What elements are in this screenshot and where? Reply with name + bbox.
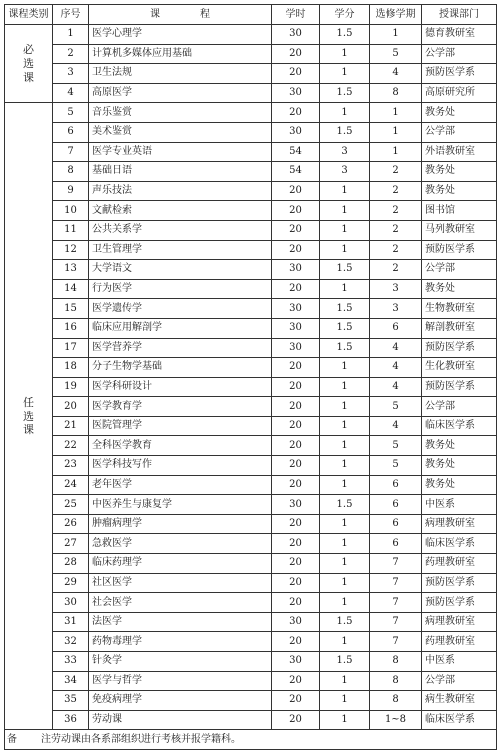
- row-number: 7: [53, 142, 89, 162]
- row-number: 33: [53, 652, 89, 672]
- course-semester: 1: [370, 142, 422, 162]
- course-hours: 30: [272, 652, 320, 672]
- course-semester: 5: [370, 436, 422, 456]
- course-hours: 20: [272, 691, 320, 711]
- course-department: 病理教研室: [422, 612, 497, 632]
- table-row: [5, 495, 497, 515]
- course-department: 病生教研室: [422, 691, 497, 711]
- course-credits: 1: [320, 475, 370, 495]
- course-name: 医学科研设计: [89, 377, 272, 397]
- header-department: 授课部门: [422, 5, 497, 25]
- row-number: 23: [53, 456, 89, 476]
- course-semester: 5: [370, 397, 422, 417]
- row-number: 24: [53, 475, 89, 495]
- header-course: 课 程: [89, 5, 272, 25]
- course-department: 预防医学系: [422, 593, 497, 613]
- course-department: 病理教研室: [422, 514, 497, 534]
- course-semester: 7: [370, 612, 422, 632]
- category-cell: [5, 103, 53, 730]
- row-number: 3: [53, 64, 89, 84]
- course-hours: 20: [272, 240, 320, 260]
- course-hours: 30: [272, 338, 320, 358]
- course-semester: 2: [370, 260, 422, 280]
- course-department: 外语教研室: [422, 142, 497, 162]
- row-number: 19: [53, 377, 89, 397]
- row-number: 16: [53, 318, 89, 338]
- row-number: 20: [53, 397, 89, 417]
- course-name: 医学营养学: [89, 338, 272, 358]
- table-row: [5, 142, 497, 162]
- course-name: 医学心理学: [89, 25, 272, 45]
- course-semester: 1: [370, 122, 422, 142]
- course-credits: 1: [320, 220, 370, 240]
- course-name: 医学教育学: [89, 397, 272, 417]
- row-number: 36: [53, 710, 89, 730]
- course-credits: 1.5: [320, 652, 370, 672]
- course-credits: 1: [320, 103, 370, 123]
- course-name: 针灸学: [89, 652, 272, 672]
- course-credits: 1.5: [320, 338, 370, 358]
- row-number: 12: [53, 240, 89, 260]
- course-semester: 2: [370, 240, 422, 260]
- course-name: 大学语文: [89, 260, 272, 280]
- course-credits: 1: [320, 44, 370, 64]
- category-char: 课: [23, 423, 34, 437]
- row-number: 32: [53, 632, 89, 652]
- course-hours: 20: [272, 554, 320, 574]
- table-row: [5, 671, 497, 691]
- course-semester: 3: [370, 279, 422, 299]
- course-name: 医学专业英语: [89, 142, 272, 162]
- course-department: 预防医学系: [422, 240, 497, 260]
- course-department: 临床医学系: [422, 710, 497, 730]
- course-credits: 1: [320, 632, 370, 652]
- course-credits: 1: [320, 358, 370, 378]
- course-hours: 30: [272, 83, 320, 103]
- course-name: 医院管理学: [89, 416, 272, 436]
- course-department: 预防医学系: [422, 377, 497, 397]
- row-number: 9: [53, 181, 89, 201]
- course-semester: 6: [370, 495, 422, 515]
- course-name: 声乐技法: [89, 181, 272, 201]
- table-row: [5, 710, 497, 730]
- course-semester: 7: [370, 554, 422, 574]
- course-semester: 4: [370, 338, 422, 358]
- course-credits: 1: [320, 377, 370, 397]
- table-row: [5, 397, 497, 417]
- row-number: 13: [53, 260, 89, 280]
- course-credits: 1: [320, 416, 370, 436]
- course-hours: 20: [272, 397, 320, 417]
- row-number: 27: [53, 534, 89, 554]
- table-row: [5, 554, 497, 574]
- course-department: 生化教研室: [422, 358, 497, 378]
- table-row: [5, 279, 497, 299]
- course-name: 急救医学: [89, 534, 272, 554]
- category-char: 课: [23, 70, 34, 84]
- course-department: 中医系: [422, 495, 497, 515]
- table-row: [5, 103, 497, 123]
- course-department: 公学部: [422, 44, 497, 64]
- row-number: 1: [53, 25, 89, 45]
- row-number: 28: [53, 554, 89, 574]
- course-credits: 1: [320, 554, 370, 574]
- course-hours: 20: [272, 377, 320, 397]
- course-hours: 54: [272, 142, 320, 162]
- course-department: 公学部: [422, 671, 497, 691]
- course-credits: 1.5: [320, 122, 370, 142]
- header-semester: 选修学期: [370, 5, 422, 25]
- row-number: 4: [53, 83, 89, 103]
- course-name: 基础日语: [89, 162, 272, 182]
- course-semester: 7: [370, 593, 422, 613]
- course-semester: 1: [370, 103, 422, 123]
- course-credits: 1.5: [320, 25, 370, 45]
- course-department: 高原研究所: [422, 83, 497, 103]
- course-department: 公学部: [422, 260, 497, 280]
- course-name: 全科医学教育: [89, 436, 272, 456]
- course-semester: 5: [370, 456, 422, 476]
- course-name: 药物毒理学: [89, 632, 272, 652]
- course-name: 高原医学: [89, 83, 272, 103]
- course-hours: 20: [272, 456, 320, 476]
- elective-course-table: [4, 4, 497, 750]
- course-semester: 2: [370, 162, 422, 182]
- course-department: 临床医学系: [422, 534, 497, 554]
- course-semester: 8: [370, 691, 422, 711]
- course-table-page: [4, 4, 496, 750]
- course-hours: 20: [272, 436, 320, 456]
- row-number: 31: [53, 612, 89, 632]
- course-name: 医学与哲学: [89, 671, 272, 691]
- table-row: [5, 64, 497, 84]
- course-name: 法医学: [89, 612, 272, 632]
- header-hours: 学时: [272, 5, 320, 25]
- category-cell: [5, 25, 53, 103]
- course-department: 教务处: [422, 436, 497, 456]
- table-row: [5, 456, 497, 476]
- course-hours: 20: [272, 593, 320, 613]
- course-department: 教务处: [422, 181, 497, 201]
- course-credits: 1.5: [320, 299, 370, 319]
- course-credits: 1: [320, 691, 370, 711]
- course-credits: 1: [320, 456, 370, 476]
- row-number: 6: [53, 122, 89, 142]
- course-credits: 1: [320, 436, 370, 456]
- course-department: 药理教研室: [422, 554, 497, 574]
- course-credits: 1: [320, 201, 370, 221]
- note-label: 备: [7, 733, 17, 745]
- table-row: [5, 83, 497, 103]
- course-semester: 8: [370, 671, 422, 691]
- course-hours: 20: [272, 514, 320, 534]
- course-semester: 7: [370, 632, 422, 652]
- course-name: 社区医学: [89, 573, 272, 593]
- course-name: 肿瘤病理学: [89, 514, 272, 534]
- course-hours: 20: [272, 279, 320, 299]
- table-row: [5, 612, 497, 632]
- table-row: [5, 122, 497, 142]
- category-char: 选: [23, 409, 34, 423]
- course-semester: 4: [370, 416, 422, 436]
- row-number: 2: [53, 44, 89, 64]
- course-department: 教务处: [422, 279, 497, 299]
- course-hours: 30: [272, 299, 320, 319]
- table-row: [5, 299, 497, 319]
- table-row: [5, 652, 497, 672]
- course-semester: 8: [370, 83, 422, 103]
- course-name: 公共关系学: [89, 220, 272, 240]
- course-hours: 54: [272, 162, 320, 182]
- category-char: 任: [23, 395, 34, 409]
- course-department: 预防医学系: [422, 573, 497, 593]
- row-number: 14: [53, 279, 89, 299]
- course-hours: 20: [272, 710, 320, 730]
- course-name: 中医养生与康复学: [89, 495, 272, 515]
- course-hours: 20: [272, 181, 320, 201]
- course-name: 行为医学: [89, 279, 272, 299]
- course-hours: 20: [272, 534, 320, 554]
- table-row: [5, 416, 497, 436]
- course-name: 音乐鉴赏: [89, 103, 272, 123]
- table-row: [5, 475, 497, 495]
- course-department: 德育教研室: [422, 25, 497, 45]
- course-department: 临床医学系: [422, 416, 497, 436]
- row-number: 17: [53, 338, 89, 358]
- course-department: 公学部: [422, 122, 497, 142]
- header-row: [5, 5, 497, 25]
- row-number: 30: [53, 593, 89, 613]
- course-credits: 1: [320, 514, 370, 534]
- course-hours: 30: [272, 25, 320, 45]
- table-row: [5, 593, 497, 613]
- course-hours: 20: [272, 416, 320, 436]
- table-row: [5, 220, 497, 240]
- course-credits: 1: [320, 64, 370, 84]
- table-row: [5, 25, 497, 45]
- row-number: 35: [53, 691, 89, 711]
- course-name: 医学科技写作: [89, 456, 272, 476]
- course-credits: 1.5: [320, 612, 370, 632]
- row-number: 34: [53, 671, 89, 691]
- course-department: 教务处: [422, 162, 497, 182]
- course-semester: 7: [370, 573, 422, 593]
- course-department: 生物教研室: [422, 299, 497, 319]
- course-semester: 1: [370, 25, 422, 45]
- note-row: [5, 730, 497, 750]
- course-department: 教务处: [422, 475, 497, 495]
- course-name: 卫生法规: [89, 64, 272, 84]
- table-row: [5, 162, 497, 182]
- course-semester: 4: [370, 377, 422, 397]
- row-number: 18: [53, 358, 89, 378]
- table-row: [5, 534, 497, 554]
- course-department: 公学部: [422, 397, 497, 417]
- course-hours: 20: [272, 358, 320, 378]
- course-credits: 1: [320, 397, 370, 417]
- course-credits: 3: [320, 162, 370, 182]
- course-semester: 3: [370, 299, 422, 319]
- course-department: 马列教研室: [422, 220, 497, 240]
- note-text: 注劳动课由各系部组织进行考核并报学籍科。: [41, 733, 241, 745]
- course-semester: 1~8: [370, 710, 422, 730]
- row-number: 15: [53, 299, 89, 319]
- course-credits: 1: [320, 671, 370, 691]
- row-number: 11: [53, 220, 89, 240]
- course-hours: 20: [272, 671, 320, 691]
- course-hours: 20: [272, 632, 320, 652]
- course-name: 医学遗传学: [89, 299, 272, 319]
- course-department: 解剖教研室: [422, 318, 497, 338]
- course-hours: 20: [272, 201, 320, 221]
- row-number: 26: [53, 514, 89, 534]
- course-department: 药理教研室: [422, 632, 497, 652]
- course-credits: 1.5: [320, 260, 370, 280]
- course-credits: 1: [320, 710, 370, 730]
- table-row: [5, 632, 497, 652]
- row-number: 8: [53, 162, 89, 182]
- course-credits: 1: [320, 573, 370, 593]
- table-body: [5, 25, 497, 730]
- course-semester: 5: [370, 44, 422, 64]
- course-semester: 8: [370, 652, 422, 672]
- course-semester: 6: [370, 514, 422, 534]
- course-name: 计算机多媒体应用基础: [89, 44, 272, 64]
- course-semester: 6: [370, 318, 422, 338]
- course-hours: 30: [272, 260, 320, 280]
- course-department: 教务处: [422, 456, 497, 476]
- course-credits: 1: [320, 181, 370, 201]
- course-credits: 3: [320, 142, 370, 162]
- course-semester: 4: [370, 358, 422, 378]
- course-department: 教务处: [422, 103, 497, 123]
- course-name: 文献检索: [89, 201, 272, 221]
- course-name: 劳动课: [89, 710, 272, 730]
- course-credits: 1: [320, 593, 370, 613]
- course-credits: 1.5: [320, 318, 370, 338]
- header-number: 序号: [53, 5, 89, 25]
- row-number: 22: [53, 436, 89, 456]
- category-char: 选: [23, 56, 34, 70]
- course-department: 图书馆: [422, 201, 497, 221]
- row-number: 25: [53, 495, 89, 515]
- course-hours: 20: [272, 64, 320, 84]
- header-credits: 学分: [320, 5, 370, 25]
- course-name: 老年医学: [89, 475, 272, 495]
- note-cell: [5, 730, 497, 750]
- table-row: [5, 573, 497, 593]
- course-credits: 1.5: [320, 495, 370, 515]
- category-char: 必: [23, 43, 34, 57]
- course-credits: 1: [320, 534, 370, 554]
- course-semester: 2: [370, 181, 422, 201]
- row-number: 10: [53, 201, 89, 221]
- course-name: 免疫病理学: [89, 691, 272, 711]
- table-row: [5, 377, 497, 397]
- course-hours: 30: [272, 495, 320, 515]
- course-credits: 1: [320, 279, 370, 299]
- table-row: [5, 358, 497, 378]
- course-hours: 30: [272, 612, 320, 632]
- course-credits: 1.5: [320, 83, 370, 103]
- course-name: 分子生物学基础: [89, 358, 272, 378]
- table-row: [5, 44, 497, 64]
- course-semester: 2: [370, 201, 422, 221]
- table-row: [5, 318, 497, 338]
- course-hours: 20: [272, 220, 320, 240]
- table-row: [5, 260, 497, 280]
- header-category: 课程类别: [5, 5, 53, 25]
- course-hours: 30: [272, 122, 320, 142]
- course-semester: 6: [370, 475, 422, 495]
- course-name: 社会医学: [89, 593, 272, 613]
- course-semester: 6: [370, 534, 422, 554]
- course-department: 预防医学系: [422, 338, 497, 358]
- course-name: 卫生管理学: [89, 240, 272, 260]
- row-number: 21: [53, 416, 89, 436]
- table-row: [5, 240, 497, 260]
- table-row: [5, 514, 497, 534]
- table-row: [5, 201, 497, 221]
- table-row: [5, 436, 497, 456]
- course-hours: 20: [272, 103, 320, 123]
- row-number: 5: [53, 103, 89, 123]
- row-number: 29: [53, 573, 89, 593]
- course-department: 中医系: [422, 652, 497, 672]
- table-row: [5, 691, 497, 711]
- course-hours: 30: [272, 318, 320, 338]
- course-name: 临床药理学: [89, 554, 272, 574]
- course-semester: 2: [370, 220, 422, 240]
- course-hours: 20: [272, 573, 320, 593]
- course-semester: 4: [370, 64, 422, 84]
- course-hours: 20: [272, 475, 320, 495]
- table-row: [5, 181, 497, 201]
- course-department: 预防医学系: [422, 64, 497, 84]
- course-name: 美术鉴赏: [89, 122, 272, 142]
- table-row: [5, 338, 497, 358]
- course-name: 临床应用解剖学: [89, 318, 272, 338]
- course-hours: 20: [272, 44, 320, 64]
- course-credits: 1: [320, 240, 370, 260]
